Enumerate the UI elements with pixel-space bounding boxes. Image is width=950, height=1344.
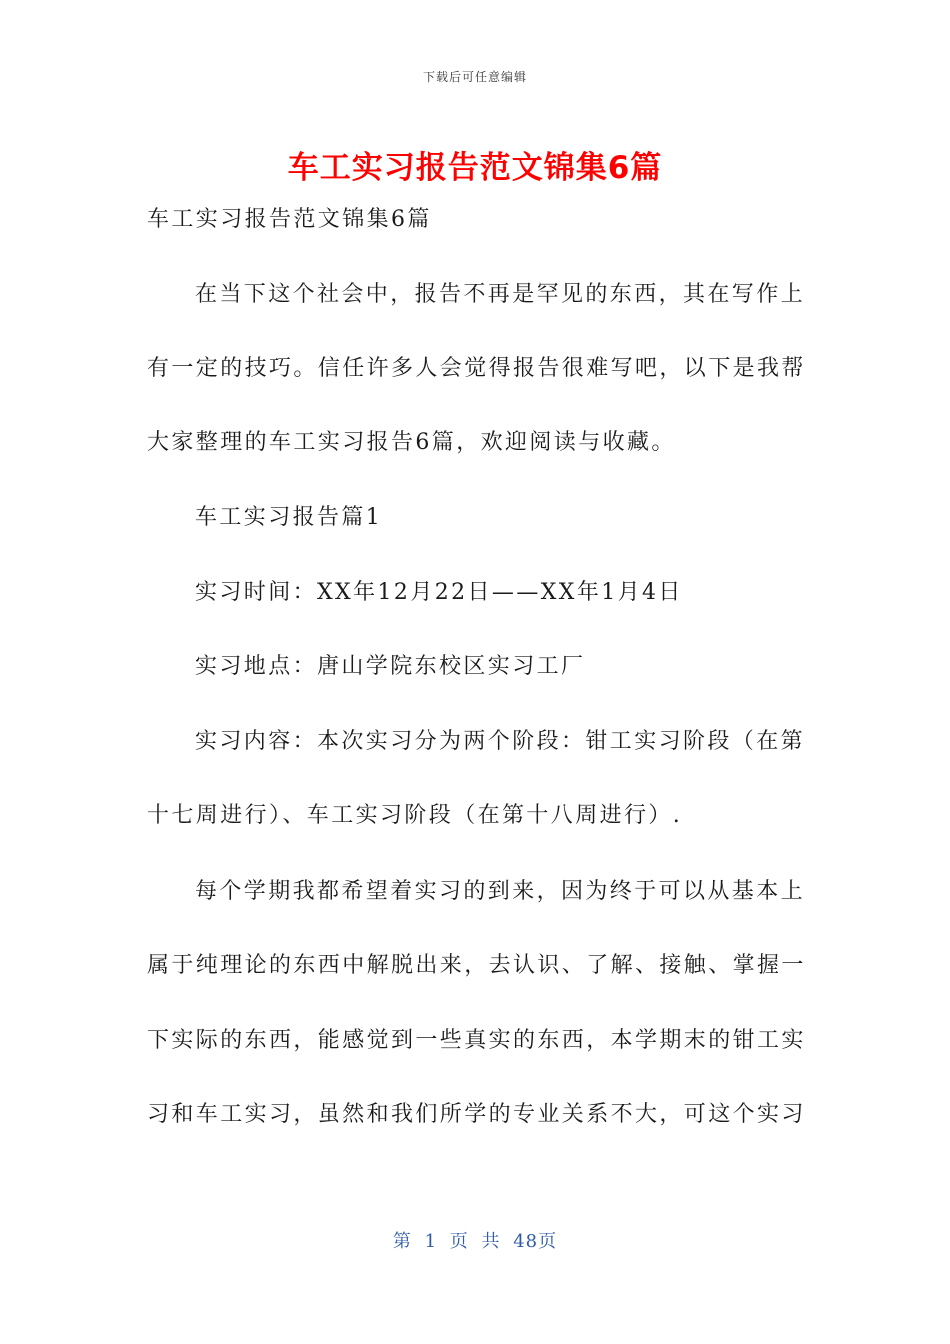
paragraph-line: 实习地点：唐山学院东校区实习工厂 xyxy=(195,654,586,679)
header-note: 下载后可任意编辑 xyxy=(422,70,527,84)
paragraph-line: 在当下这个社会中，报告不再是罕见的东西，其在写作上 xyxy=(195,282,806,307)
paragraph-line: 习和车工实习，虽然和我们所学的专业关系不大，可这个实习 xyxy=(147,1102,806,1127)
paragraph-line: 下实际的东西，能感觉到一些真实的东西，本学期末的钳工实 xyxy=(147,1028,806,1053)
paragraph-line: 实习内容：本次实习分为两个阶段：钳工实习阶段（在第 xyxy=(195,729,806,754)
paragraph-line: 有一定的技巧。信任许多人会觉得报告很难写吧，以下是我帮 xyxy=(147,356,806,381)
paragraph-line: 大家整理的车工实习报告6篇，欢迎阅读与收藏。 xyxy=(147,430,676,455)
document-title: 车工实习报告范文锦集6篇 xyxy=(287,150,663,186)
section-heading: 车工实习报告篇1 xyxy=(195,505,383,530)
page-footer: 第 1 页 共 48页 xyxy=(392,1231,558,1252)
paragraph-line: 属于纯理论的东西中解脱出来，去认识、了解、接触、掌握一 xyxy=(147,953,806,978)
subtitle-line: 车工实习报告范文锦集6篇 xyxy=(147,207,432,232)
paragraph-line: 实习时间：XX年12月22日——XX年1月4日 xyxy=(195,580,683,605)
paragraph-line: 十七周进行）、车工实习阶段（在第十八周进行）. xyxy=(147,803,683,828)
paragraph-line: 每个学期我都希望着实习的到来，因为终于可以从基本上 xyxy=(195,879,806,904)
